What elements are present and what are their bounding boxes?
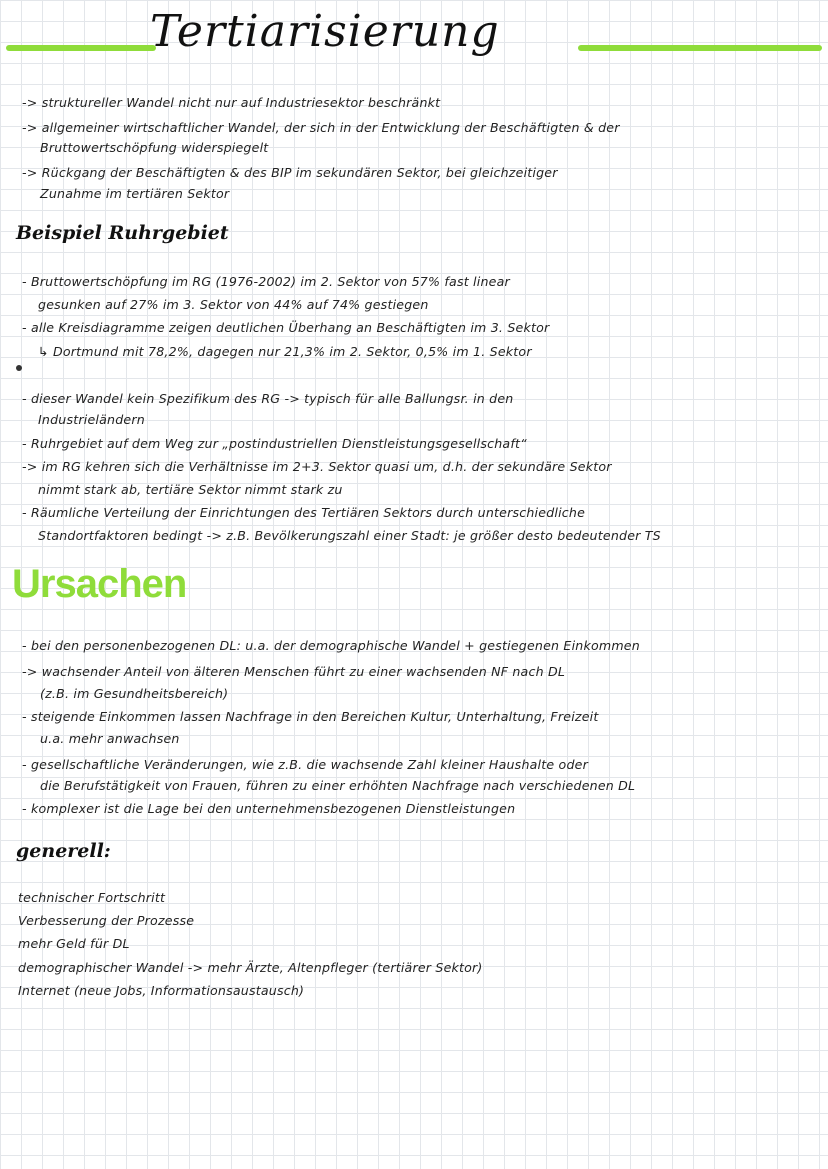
generell-heading: generell: <box>16 840 111 862</box>
ruhrgebiet-line: - Räumliche Verteilung der Einrichtungen des Tertiären Sektors durch unterschiedliche <box>22 505 586 520</box>
ruhrgebiet-line: - dieser Wandel kein Spezifikum des RG -> typisch für alle Ballungsr. in den <box>22 391 514 406</box>
ruhrgebiet-line: - Bruttowertschöpfung im RG (1976-2002) im 2. Sektor von 57% fast linear <box>22 274 510 289</box>
ruhrgebiet-line: gesunken auf 27% im 3. Sektor von 44% auf 74% gestiegen <box>38 297 429 312</box>
ursachen-heading: Ursachen <box>12 562 187 606</box>
ursachen-line: die Berufstätigkeit von Frauen, führen zu einer erhöhten Nachfrage nach verschiedenen DL <box>40 778 636 793</box>
ruhrgebiet-heading: Beispiel Ruhrgebiet <box>16 222 229 244</box>
intro-line: Bruttowertschöpfung widerspiegelt <box>40 140 269 155</box>
ruhrgebiet-line: - Ruhrgebiet auf dem Weg zur „postindustriellen Dienstleistungsgesellschaft“ <box>22 436 527 451</box>
title-highlight-right <box>578 45 822 51</box>
ruhrgebiet-line: Industrieländern <box>38 412 145 427</box>
ursachen-line: - steigende Einkommen lassen Nachfrage in den Bereichen Kultur, Unterhaltung, Freizeit <box>22 709 599 724</box>
generell-line: demographischer Wandel -> mehr Ärzte, Altenpfleger (tertiärer Sektor) <box>18 960 483 975</box>
ruhrgebiet-line: Standortfaktoren bedingt -> z.B. Bevölkerungszahl einer Stadt: je größer desto bedeutender TS <box>38 528 661 543</box>
ursachen-line: -> wachsender Anteil von älteren Menschen führt zu einer wachsenden NF nach DL <box>22 664 566 679</box>
generell-line: mehr Geld für DL <box>18 936 130 951</box>
intro-line: -> allgemeiner wirtschaftlicher Wandel, der sich in der Entwicklung der Beschäftigten & der <box>22 120 620 135</box>
generell-line: technischer Fortschritt <box>18 890 166 905</box>
ruhrgebiet-line: - alle Kreisdiagramme zeigen deutlichen Überhang an Beschäftigten im 3. Sektor <box>22 320 550 335</box>
ursachen-line: (z.B. im Gesundheitsbereich) <box>40 686 229 701</box>
generell-line: Internet (neue Jobs, Informationsaustausch) <box>18 983 305 998</box>
ruhrgebiet-line: ↳ Dortmund mit 78,2%, dagegen nur 21,3% im 2. Sektor, 0,5% im 1. Sektor <box>38 344 532 359</box>
intro-line: Zunahme im tertiären Sektor <box>40 186 230 201</box>
ursachen-line: u.a. mehr anwachsen <box>40 731 180 746</box>
ruhrgebiet-line: nimmt stark ab, tertiäre Sektor nimmt stark zu <box>38 482 343 497</box>
ursachen-line: - gesellschaftliche Veränderungen, wie z.B. die wachsende Zahl kleiner Haushalte oder <box>22 757 588 772</box>
generell-line: Verbesserung der Prozesse <box>18 913 195 928</box>
page-title: Tertiarisierung <box>150 6 500 57</box>
intro-line: -> Rückgang der Beschäftigten & des BIP im sekundären Sektor, bei gleichzeitiger <box>22 165 558 180</box>
ursachen-line: - bei den personenbezogenen DL: u.a. der demographische Wandel + gestiegenen Einkommen <box>22 638 640 653</box>
ursachen-line: - komplexer ist die Lage bei den unternehmensbezogenen Dienstleistungen <box>22 801 516 816</box>
title-highlight-left <box>6 45 156 51</box>
intro-line: -> struktureller Wandel nicht nur auf Industriesektor beschränkt <box>22 95 441 110</box>
ruhrgebiet-line: -> im RG kehren sich die Verhältnisse im 2+3. Sektor quasi um, d.h. der sekundäre Sektor <box>22 459 612 474</box>
dot-marker <box>16 365 22 371</box>
